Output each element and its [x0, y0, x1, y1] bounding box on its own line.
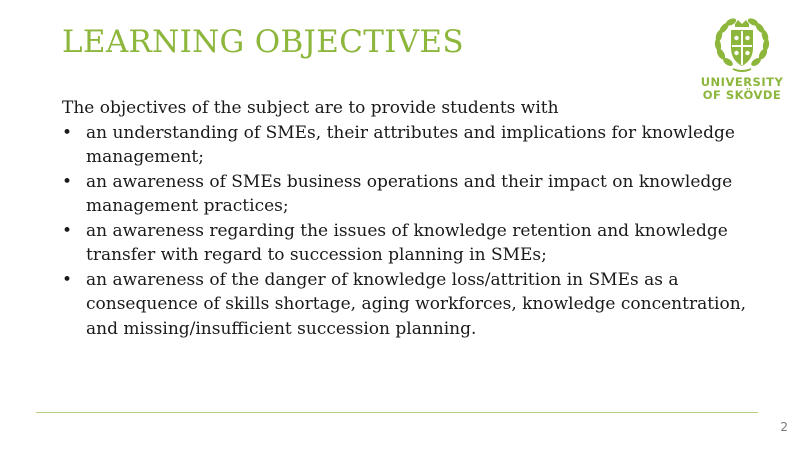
- objective-text: an understanding of SMEs, their attributes and implications for knowledge management;: [86, 122, 735, 167]
- university-logo: [698, 14, 786, 106]
- bullet-icon: •: [62, 122, 73, 143]
- objectives-list: [62, 121, 774, 342]
- page-number: 2: [780, 420, 788, 434]
- objective-text: an awareness of the danger of knowledge loss/attrition in SMEs as a consequence of skills shortage, aging workforces, knowledge concentration, and missing/insufficient succession planning.: [86, 269, 747, 339]
- objective-text: an awareness of SMEs business operations and their impact on knowledge management practices;: [86, 171, 733, 216]
- objective-text: an awareness regarding the issues of knowledge retention and knowledge transfer with regard to succession planning in SMEs;: [86, 220, 728, 265]
- objectives-intro: The objectives of the subject are to provide students with: [62, 98, 559, 118]
- footer-divider: [36, 412, 758, 413]
- objective-item: [62, 121, 774, 170]
- bullet-icon: •: [62, 171, 73, 192]
- bullet-icon: •: [62, 269, 73, 290]
- objective-item: [62, 219, 774, 268]
- objectives-content: [62, 96, 774, 341]
- objective-item: [62, 268, 774, 342]
- university-laurel-crest-icon: [711, 14, 773, 76]
- objective-item: [62, 170, 774, 219]
- bullet-icon: •: [62, 220, 73, 241]
- university-name-line1: UNIVERSITY: [700, 75, 784, 89]
- university-name-line2: OF SKÖVDE: [702, 87, 782, 102]
- slide-title: LEARNING OBJECTIVES: [62, 24, 464, 60]
